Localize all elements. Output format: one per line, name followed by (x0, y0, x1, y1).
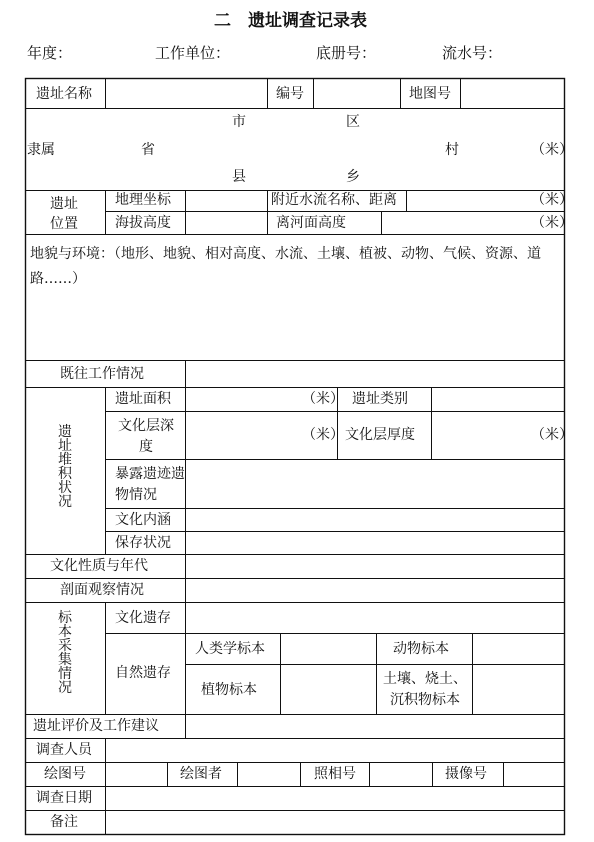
serial-no-label: 流水号： (442, 44, 503, 62)
nearby-water-label: 附近水流名称、距离 (271, 192, 397, 208)
coords-label: 地理坐标 (115, 192, 171, 208)
altitude-label: 海拔高度 (115, 215, 171, 231)
animal-sample-label: 动物标本 (393, 641, 449, 657)
drawer-label: 绘图者 (180, 766, 222, 782)
layer-thickness-label: 文化层厚度 (345, 427, 415, 443)
county-label: 县 (232, 169, 246, 185)
preservation-label: 保存状况 (115, 535, 171, 551)
sampling-label: 标本采集情况 (58, 610, 72, 696)
terrain-environment-label: 地貌与环境：（地形、地貌、相对高度、水流、土壤、植被、动物、气候、资源、道路……） (30, 246, 541, 287)
river-height-label: 离河面高度 (276, 215, 346, 231)
site-location-label: 遗址位置 (50, 196, 78, 232)
drawing-no-label: 绘图号 (44, 766, 86, 782)
video-no-label: 摄像号 (445, 766, 487, 782)
section-observation-label: 剖面观察情况 (60, 582, 144, 598)
district-label: 区 (346, 114, 360, 130)
register-no-label: 底册号： (316, 44, 377, 62)
cultural-remains-label: 文化遗存 (115, 610, 171, 626)
layer-depth-label: 文化层深度 (118, 418, 174, 455)
layer-depth-unit: （米） (302, 427, 344, 443)
affiliation-unit: （米） (531, 142, 573, 158)
page-title: 二 遗址调查记录表 (214, 11, 367, 31)
river-height-unit: （米） (531, 215, 573, 231)
site-name-label: 遗址名称 (36, 86, 92, 102)
year-label: 年度： (27, 44, 73, 62)
township-label: 乡 (346, 169, 360, 185)
deposit-status-label: 遗址堆积状况 (58, 424, 72, 510)
layer-thickness-unit: （米） (531, 427, 573, 443)
anthropology-sample-label: 人类学标本 (195, 641, 265, 657)
map-no-label: 地图号 (409, 86, 451, 102)
natural-remains-label: 自然遗存 (115, 665, 171, 681)
number-label: 编号 (276, 86, 304, 102)
evaluation-label: 遗址评价及工作建议 (33, 718, 159, 734)
city-label: 市 (232, 114, 246, 130)
photo-no-label: 照相号 (314, 766, 356, 782)
soil-sample-label: 土壤、烧土、沉积物标本 (383, 671, 467, 708)
remarks-label: 备注 (50, 814, 78, 830)
survey-date-label: 调查日期 (36, 790, 92, 806)
exposed-remains-label: 暴露遗迹遗物情况 (115, 466, 185, 503)
cultural-connotation-label: 文化内涵 (115, 512, 171, 528)
site-area-unit: （米） (302, 391, 344, 407)
village-label: 村 (445, 142, 459, 158)
site-area-label: 遗址面积 (115, 391, 171, 407)
surveyor-label: 调查人员 (36, 742, 92, 758)
culture-age-label: 文化性质与年代 (50, 558, 148, 574)
water-distance-unit: （米） (531, 192, 573, 208)
work-unit-label: 工作单位： (155, 44, 231, 62)
affiliation-label: 隶属 (27, 142, 55, 158)
site-type-label: 遗址类别 (352, 391, 408, 407)
plant-sample-label: 植物标本 (201, 682, 257, 698)
previous-work-label: 既往工作情况 (60, 366, 144, 382)
province-label: 省 (141, 142, 155, 158)
